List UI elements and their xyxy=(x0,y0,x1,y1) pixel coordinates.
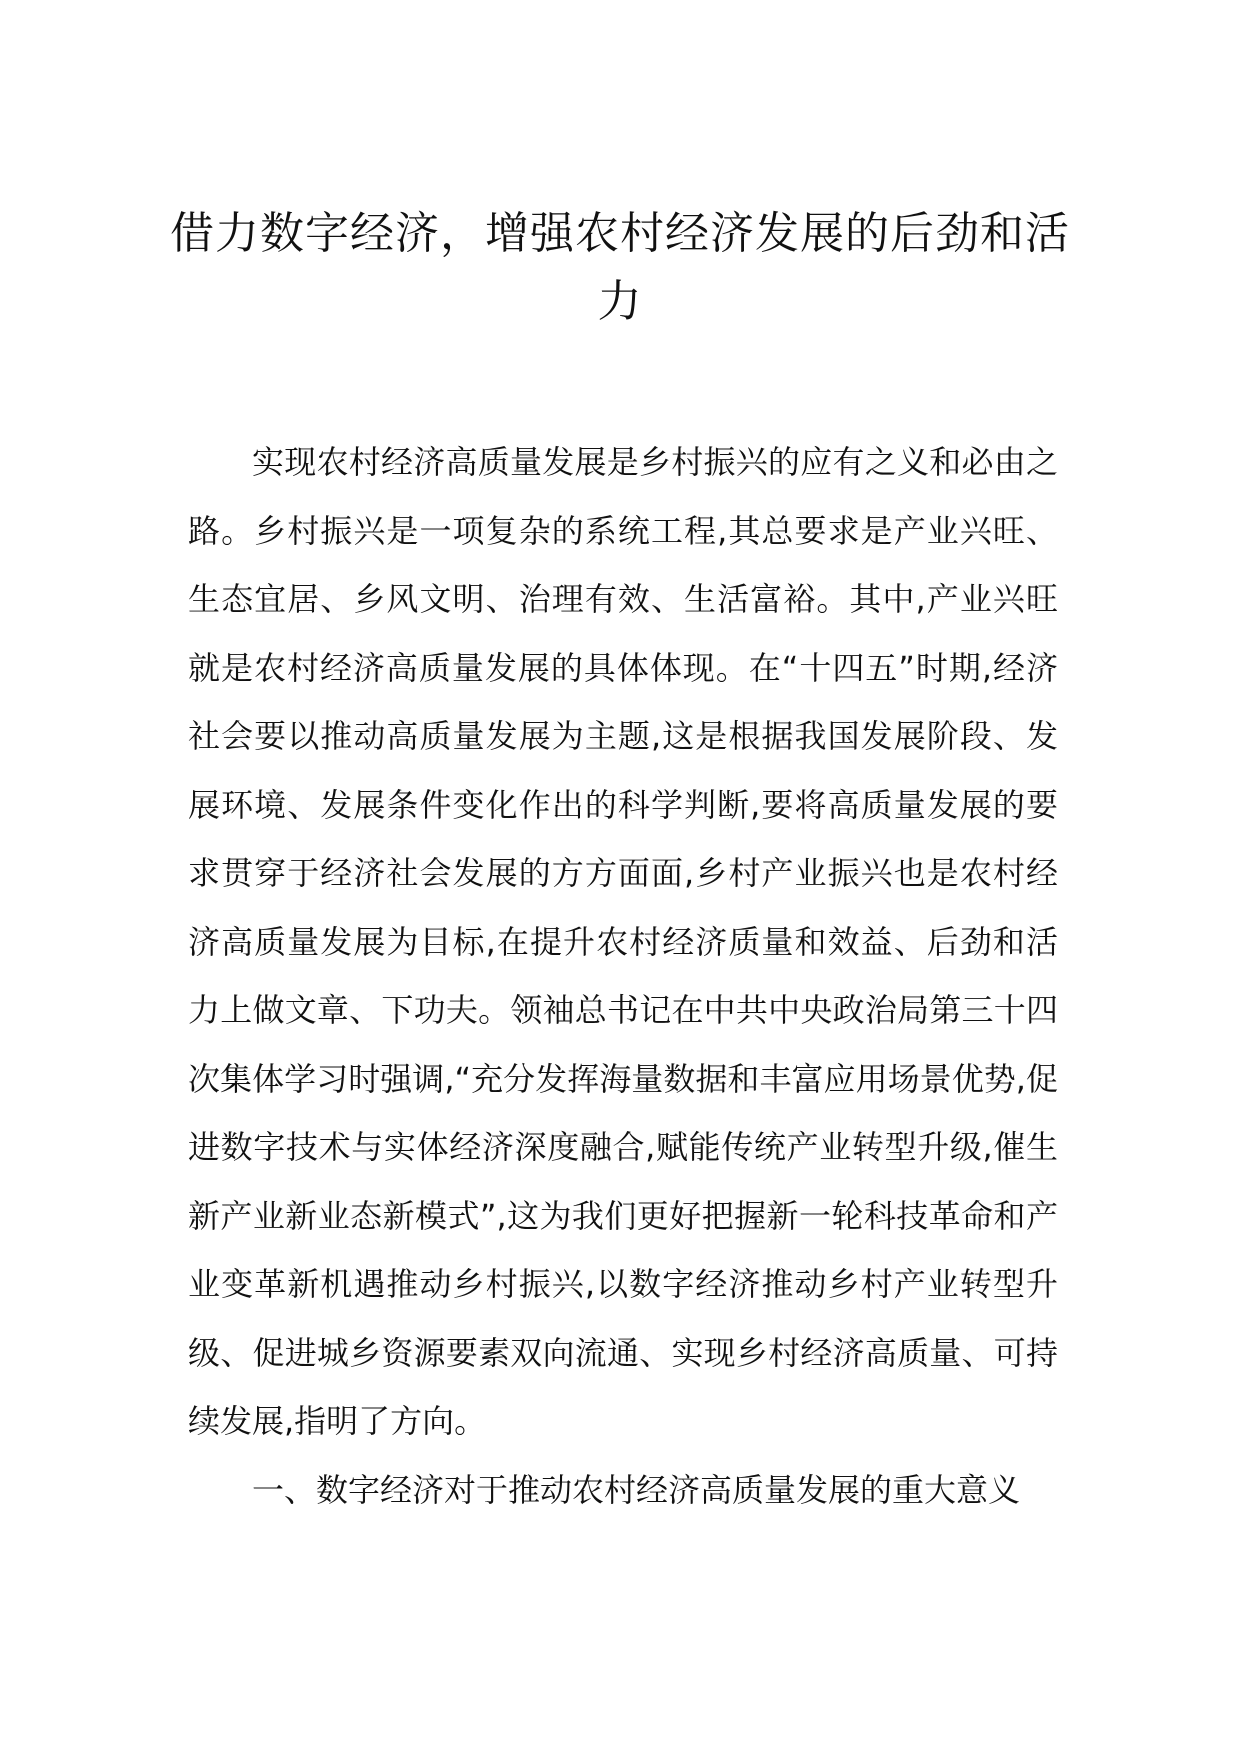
section-heading: 一、数字经济对于推动农村经济高质量发展的重大意义 xyxy=(252,1470,1021,1509)
document-title: 借力数字经济，增强农村经济发展的后劲和活力 xyxy=(170,208,1070,327)
body-paragraph: 实现农村经济高质量发展是乡村振兴的应有之义和必由之路。乡村振兴是一项复杂的系统工程,其总要求是产业兴旺、生态宜居、乡风文明、治理有效、生活富裕。其中,产业兴旺就是农村经济高质量发展的具体体现。在“十四五”时期,经济社会要以推动高质量发展为主题,这是根据我国发展阶段、发展环境、发展条件变化作出的科学判断,要将高质量发展的要求贯穿于经济社会发展的方方面面,乡村产业振兴也是农村经济高质量发展为目标,在提升农村经济质量和效益、后劲和活力上做文章、下功夫。领袖总书记在中共中央政治局第三十四次集体学习时强调,“充分发挥海量数据和丰富应用场景优势,促进数字技术与实体经济深度融合,赋能传统产业转型升级,催生新产业新业态新模式”,这为我们更好把握新一轮科技革命和产业变革新机遇推动乡村振兴,以数字经济推动乡村产业转型升级、促进城乡资源要素双向流通、实现乡村经济高质量、可持续发展,指明了方向。 xyxy=(188,443,1058,1440)
document-body xyxy=(188,428,1058,1524)
